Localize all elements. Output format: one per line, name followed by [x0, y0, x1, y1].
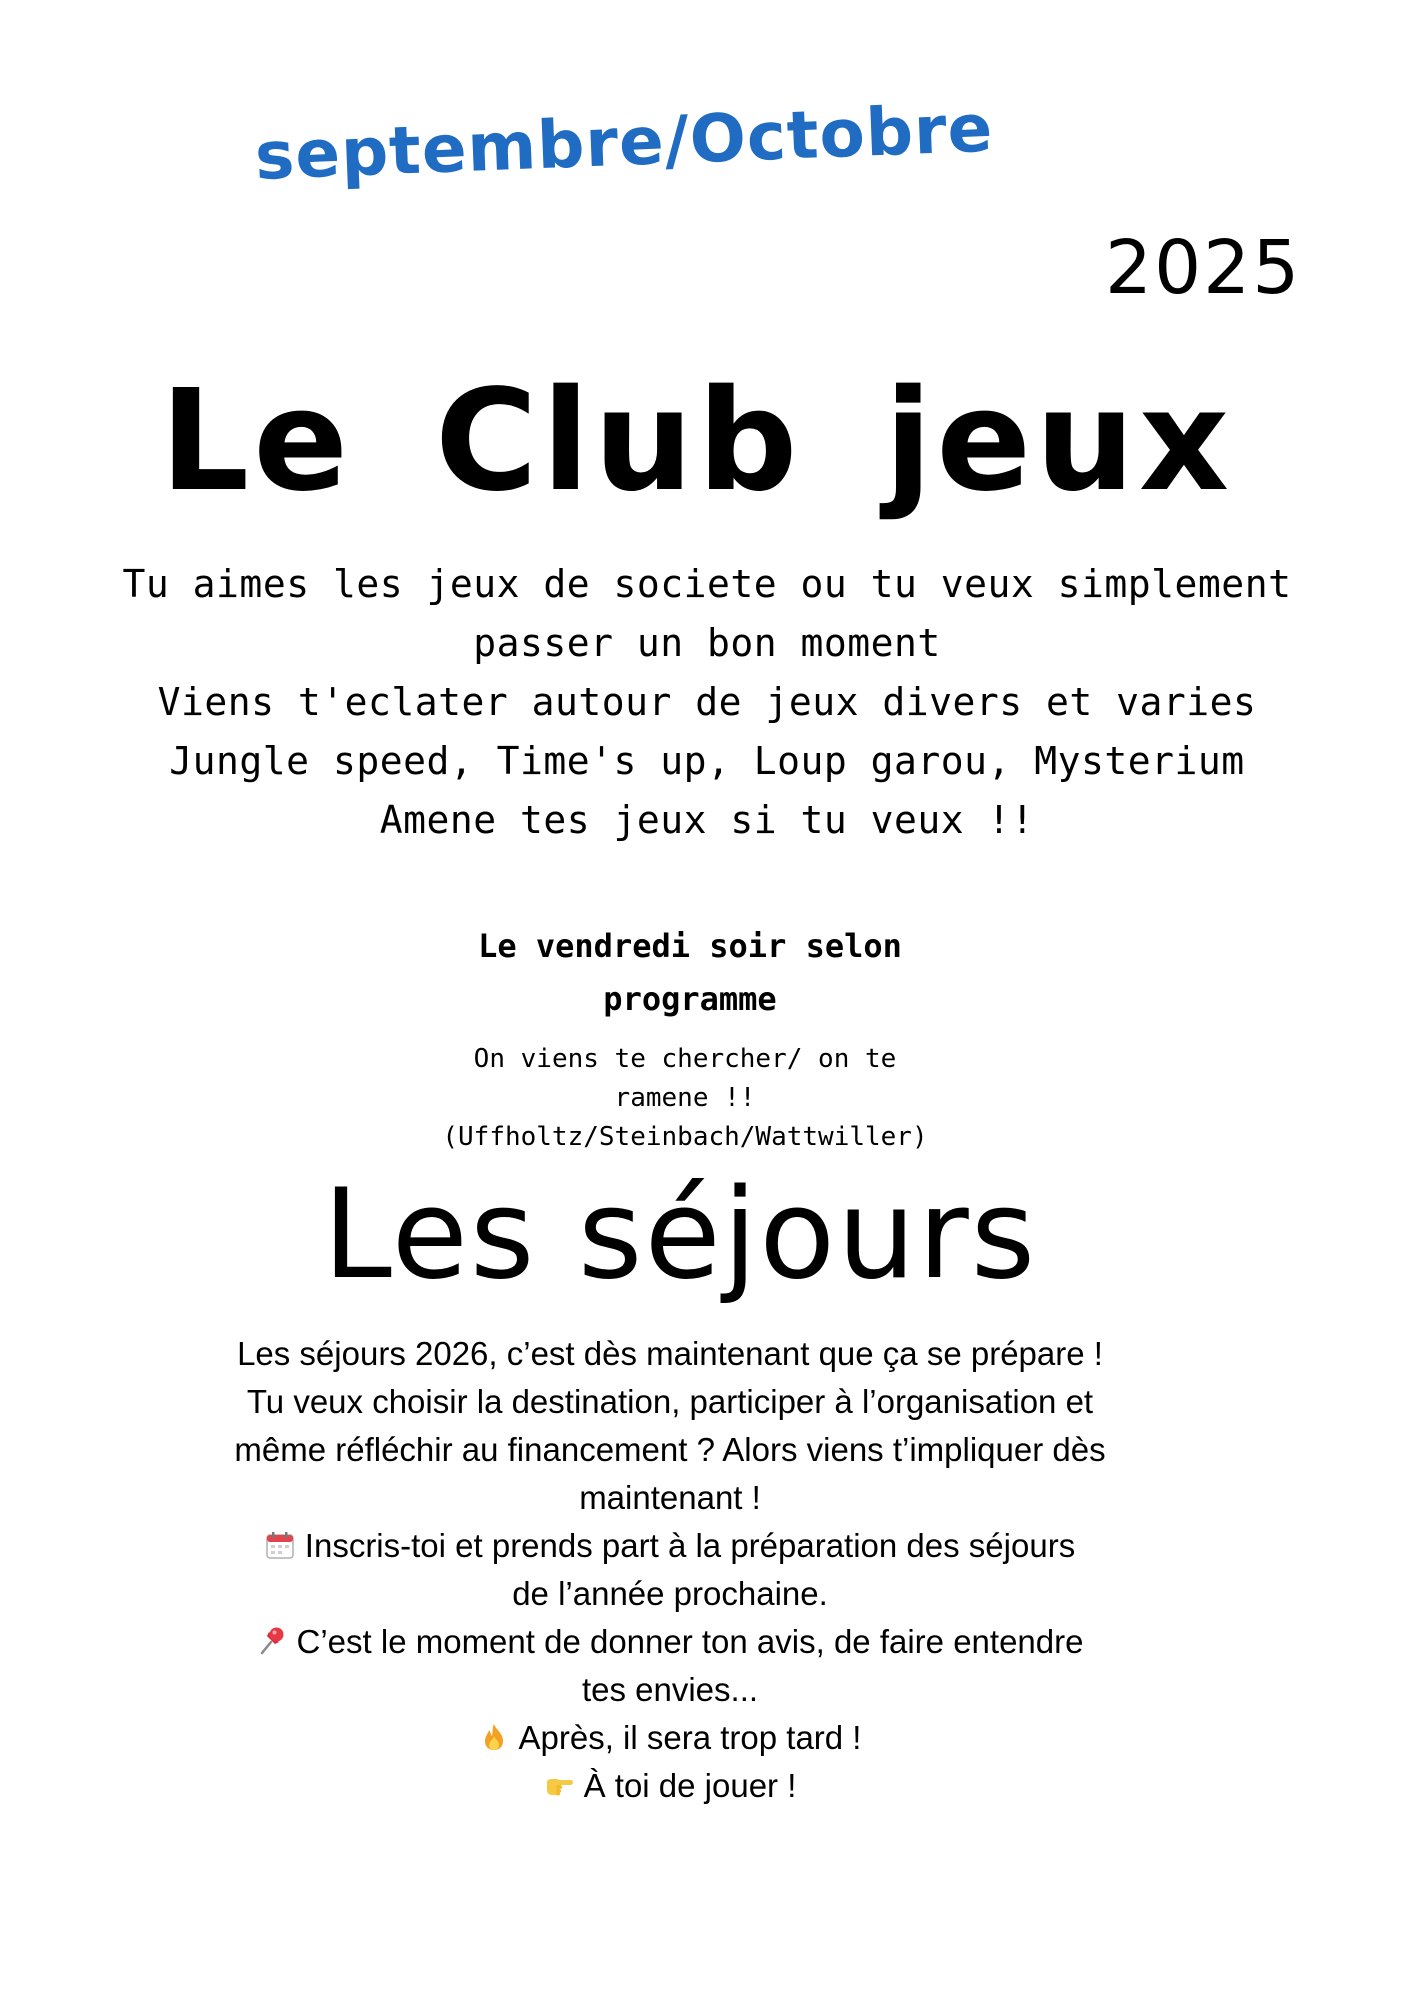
- schedule-line: programme: [603, 980, 777, 1018]
- fire-icon: [479, 1722, 509, 1752]
- year-heading: 2025: [1105, 225, 1302, 311]
- sejours-line: Les séjours 2026, c’est dès maintenant que ça se prépare !: [237, 1335, 1103, 1372]
- intro-line: Jungle speed, Time's up, Loup garou, Mysterium: [169, 739, 1245, 783]
- schedule-line: Le vendredi soir selon: [478, 927, 902, 965]
- sejours-line: Tu veux choisir la destination, participer à l’organisation et: [246, 1383, 1094, 1420]
- sejours-line: maintenant !: [579, 1479, 761, 1516]
- sejours-line: tes envies...: [581, 1671, 759, 1708]
- pushpin-icon: [257, 1626, 287, 1656]
- sejours-line: Inscris-toi et prends part à la préparation des séjours: [304, 1527, 1076, 1564]
- sejours-line: À toi de jouer !: [583, 1767, 797, 1804]
- pickup-line: On viens te chercher/ on te: [473, 1044, 897, 1074]
- sejours-title: Les séjours: [322, 1163, 1038, 1307]
- schedule-note: [0, 920, 1380, 1026]
- pickup-note: [0, 1040, 1370, 1157]
- sejours-line-with-icon: [120, 1522, 1220, 1570]
- intro-line: Tu aimes les jeux de societe ou tu veux simplement: [122, 562, 1292, 606]
- sejours-line: de l’année prochaine.: [512, 1575, 828, 1612]
- sejours-line-with-icon: [120, 1714, 1220, 1762]
- sejours-line-with-icon: [120, 1618, 1220, 1666]
- intro-line: Amene tes jeux si tu veux !!: [379, 798, 1035, 842]
- sejours-line: C’est le moment de donner ton avis, de faire entendre: [296, 1623, 1084, 1660]
- months-heading: septembre/Octobre: [253, 89, 995, 195]
- sejours-line: Après, il sera trop tard !: [518, 1719, 862, 1756]
- pickup-line: (Uffholtz/Steinbach/Wattwiller): [442, 1122, 928, 1152]
- sejours-line: même réfléchir au financement ? Alors viens t’impliquer dès: [234, 1431, 1106, 1468]
- pickup-line: ramene !!: [614, 1083, 756, 1113]
- pointing-hand-icon: [544, 1770, 574, 1800]
- intro-line: Viens t'eclater autour de jeux divers et varies: [157, 680, 1257, 724]
- sejours-line-with-icon: [120, 1762, 1220, 1810]
- intro-line: passer un bon moment: [473, 621, 941, 665]
- club-title: Le Club jeux: [160, 360, 1234, 523]
- calendar-icon: [265, 1530, 295, 1560]
- sejours-body: [120, 1330, 1220, 1810]
